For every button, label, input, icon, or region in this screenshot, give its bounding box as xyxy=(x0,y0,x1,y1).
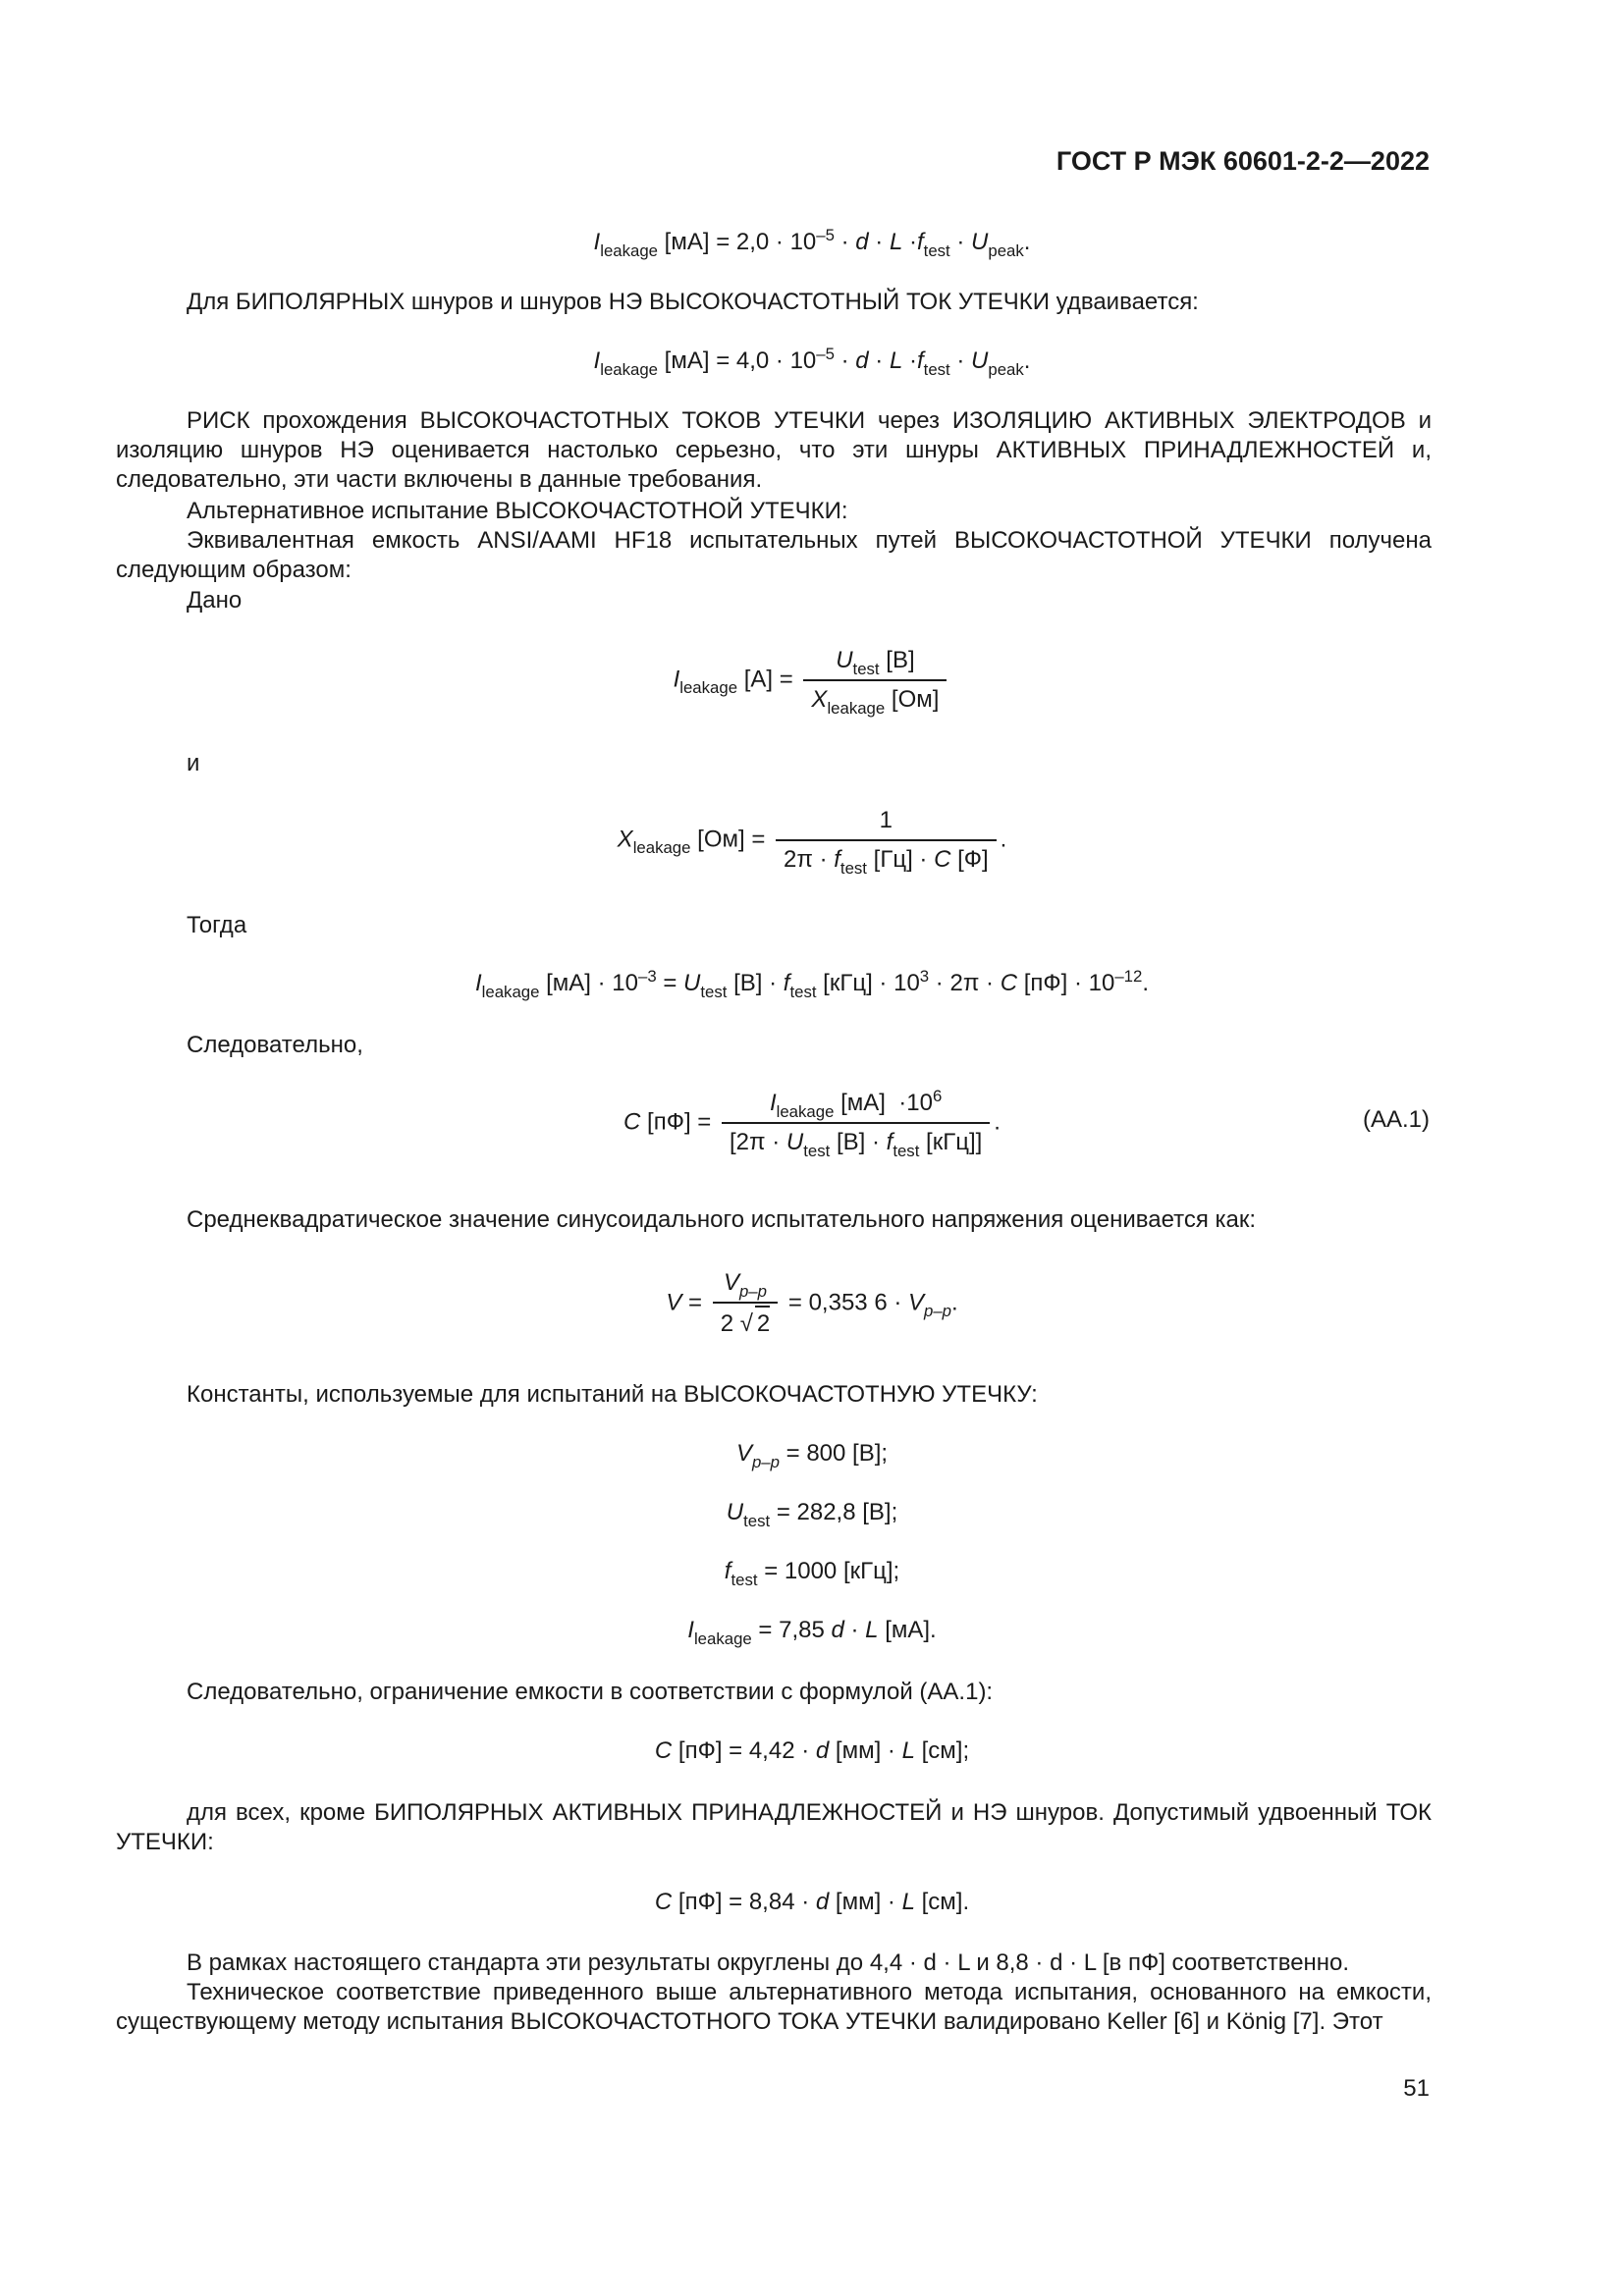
equiv-cap-paragraph: Эквивалентная емкость ANSI/AAMI HF18 испытательных путей ВЫСОКОЧАСТОТНОЙ УТЕЧКИ получена следующим образом: xyxy=(116,527,1432,583)
constant-utest: $U_{test} = 282,8$ [В]; xyxy=(726,1499,898,1531)
formula-aa1: C [пФ] = $\frac{I_{leakage} [мА] \cdot 10^6}{[2\pi \cdot U_{test} [В] \cdot f_{test} [кГц]]}$ . xyxy=(623,1086,1001,1161)
given-text: Дано xyxy=(187,587,243,614)
and-text: и xyxy=(187,750,200,776)
equation-number: (АА.1) xyxy=(1362,1106,1430,1133)
formula-leakage-2: $I_{leakage}$ $[мА] = 4,0 \cdot 10^{-5} \cdot d \cdot L \cdot f_{test} \cdot U_{peak}$. xyxy=(593,344,1031,380)
document-header: ГОСТ Р МЭК 60601-2-2—2022 xyxy=(1056,146,1430,176)
therefore-text: Следовательно, xyxy=(187,1032,363,1058)
risk-paragraph: РИСК прохождения ВЫСОКОЧАСТОТНЫХ ТОКОВ УТЕЧКИ через ИЗОЛЯЦИЮ АКТИВНЫХ ЭЛЕКТРОДОВ и изоляцию шнуров НЭ оценивается настолько серьезно, что эти шнуры АКТИВНЫХ ПРИНАДЛЕЖНОСТЕЙ и, следовательно, эти части включены в данные требования. xyxy=(116,407,1432,493)
all-except-paragraph: для всех, кроме БИПОЛЯРНЫХ АКТИВНЫХ ПРИНАДЛЕЖНОСТЕЙ и НЭ шнуров. Допустимый удвоенный ТОК УТЕЧКИ: xyxy=(116,1799,1432,1855)
technical-paragraph: Техническое соответствие приведенного выше альтернативного метода испытания, основанного на емкости, существующему методу испытания ВЫСОКОЧАСТОТНОГО ТОКА УТЕЧКИ валидировано Keller [6] и König [7]. Этот xyxy=(116,1979,1432,2035)
constants-text: Константы, используемые для испытаний на ВЫСОКОЧАСТОТНУЮ УТЕЧКУ: xyxy=(187,1381,1038,1408)
formula-cap-doubled: C [пФ] = 8,84 · d [мм] · L [см]. xyxy=(654,1889,970,1915)
formula-reactance: $X_{leakage}$ [Ом] = $\frac{1}{2\pi \cdot f_{test} [Гц] \cdot C [Ф]}$ . xyxy=(0,804,1624,877)
formula-rms: V = $\frac{V_{p-p}}{2 √ 2}$ = 0,353 $6 \cdot V_{p-p}$. xyxy=(0,1266,1624,1341)
page-number: 51 xyxy=(1403,2075,1430,2102)
constant-ftest: $f_{test} = 1000$ [кГц]; xyxy=(724,1558,900,1590)
limit-text: Следовательно, ограничение емкости в соответствии с формулой (АА.1): xyxy=(187,1679,994,1705)
constant-vpp: $V_{p-p} = 800$ [В]; xyxy=(735,1440,889,1472)
alt-test-text: Альтернативное испытание ВЫСОКОЧАСТОТНОЙ УТЕЧКИ: xyxy=(187,498,848,524)
rounded-text: В рамках настоящего стандарта эти результаты округлены до 4,4 · d · L и 8,8 · d · L [в пФ] соответственно. xyxy=(187,1949,1350,1976)
formula-cap-limit: C [пФ] = 4,42 · d [мм] · L [см]; xyxy=(654,1737,970,1764)
formula-combined: $I_{leakage}$ $[мА] \cdot 10^{-3} = U_{test}$ $[В] \cdot f_{test}$ $[кГц] \cdot 10^3 \cdot 2\pi \cdot C$ $[пФ] \cdot 10^{-12}$. xyxy=(474,966,1149,1002)
constant-ileakage: $I_{leakage} = 7,85$ d · L [мА]. xyxy=(687,1617,937,1649)
bipolar-intro-text: Для БИПОЛЯРНЫХ шнуров и шнуров НЭ ВЫСОКОЧАСТОТНЫЙ ТОК УТЕЧКИ удваивается: xyxy=(187,289,1199,315)
formula-leakage-1: $I_{leakage}$ $[мА] = 2,0 \cdot 10^{-5} \cdot d \cdot L \cdot f_{test} \cdot U_{peak}$. xyxy=(593,225,1031,261)
then-text: Тогда xyxy=(187,912,247,938)
formula-leakage-ratio: $I_{leakage}$ [А] = $\frac{U_{test} [В]}{X_{leakage} [Ом]}$ xyxy=(0,644,1624,717)
rms-text: Среднеквадратическое значение синусоидального испытательного напряжения оценивается как: xyxy=(187,1206,1257,1233)
